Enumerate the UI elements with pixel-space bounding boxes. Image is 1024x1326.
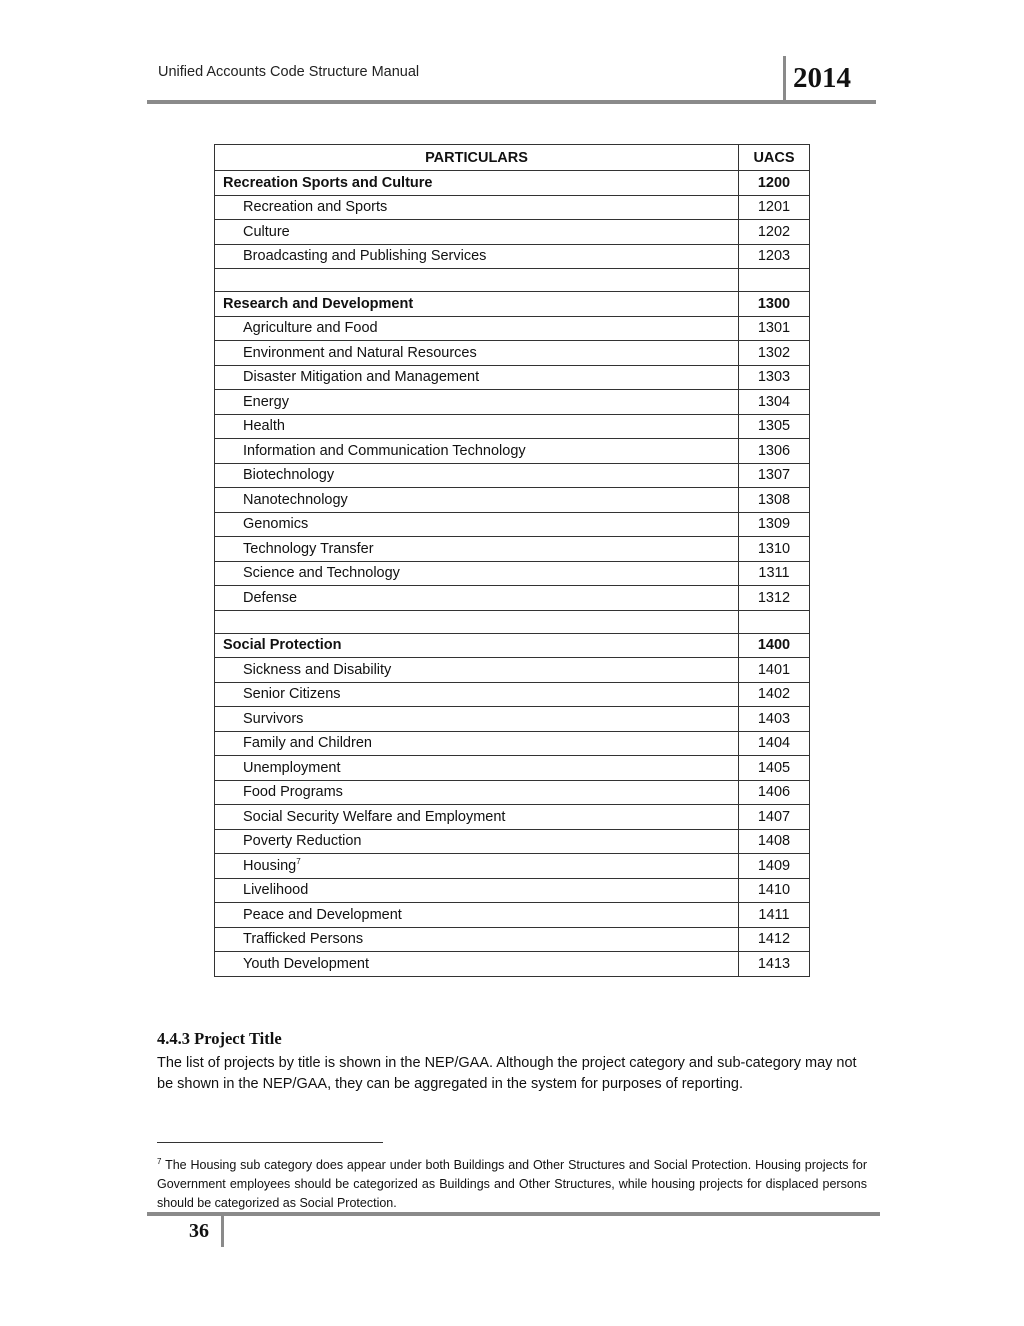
- item-label-cell: [215, 316, 739, 341]
- uacs-table-body: [215, 171, 810, 977]
- item-label: Culture: [243, 223, 290, 240]
- spacer-cell: [739, 269, 810, 292]
- item-code: 1403: [739, 707, 810, 732]
- item-code: 1413: [739, 952, 810, 977]
- item-label-cell: [215, 365, 739, 390]
- item-label-cell: [215, 195, 739, 220]
- item-label: Disaster Mitigation and Management: [243, 369, 480, 386]
- table-row: [215, 927, 810, 952]
- item-label: Social Security Welfare and Employment: [243, 808, 506, 825]
- table-row: [215, 244, 810, 269]
- item-label: Recreation and Sports: [243, 199, 388, 216]
- footnote-rule: [157, 1142, 383, 1143]
- item-code: 1412: [739, 927, 810, 952]
- section-heading: 4.4.3 Project Title: [157, 1029, 282, 1048]
- table-row: [215, 854, 810, 879]
- footer-rule: [147, 1212, 880, 1216]
- item-label: Housing: [243, 858, 297, 875]
- item-label-cell: [215, 707, 739, 732]
- item-label: Defense: [243, 589, 298, 606]
- item-code: 1305: [739, 414, 810, 439]
- item-label: Technology Transfer: [243, 540, 374, 557]
- item-code: 1310: [739, 537, 810, 562]
- item-label: Broadcasting and Publishing Services: [243, 248, 487, 265]
- table-row: [215, 365, 810, 390]
- category-label: Research and Development: [215, 292, 739, 317]
- item-code: 1406: [739, 780, 810, 805]
- spacer-cell: [215, 610, 739, 633]
- table-row: [215, 439, 810, 464]
- item-label-cell: [215, 220, 739, 245]
- item-label-cell: [215, 903, 739, 928]
- table-row: [215, 586, 810, 611]
- category-row: [215, 633, 810, 658]
- item-label: Survivors: [243, 710, 304, 727]
- item-label: Information and Communication Technology: [243, 442, 526, 459]
- table-row: [215, 316, 810, 341]
- item-label-cell: [215, 658, 739, 683]
- item-code: 1410: [739, 878, 810, 903]
- item-label-cell: [215, 244, 739, 269]
- table-row: [215, 195, 810, 220]
- category-row: [215, 292, 810, 317]
- item-code: 1301: [739, 316, 810, 341]
- item-label: Biotechnology: [243, 467, 335, 484]
- uacs-table: [214, 144, 810, 977]
- item-label-cell: [215, 780, 739, 805]
- spacer-cell: [215, 269, 739, 292]
- item-label-cell: [215, 512, 739, 537]
- item-code: 1402: [739, 682, 810, 707]
- footnote-ref: 7: [296, 857, 301, 867]
- item-code: 1308: [739, 488, 810, 513]
- item-label: Agriculture and Food: [243, 320, 378, 337]
- section-body: The list of projects by title is shown in the NEP/GAA. Although the project category and sub-category may not be shown in the NEP/GAA, they can be aggregated in the system for purposes of reporting.: [157, 1055, 857, 1092]
- item-code: 1304: [739, 390, 810, 415]
- table-row: [215, 829, 810, 854]
- table-row: [215, 731, 810, 756]
- table-header-row: [215, 145, 810, 171]
- category-code: 1300: [739, 292, 810, 317]
- item-label: Environment and Natural Resources: [243, 344, 477, 361]
- item-code: 1201: [739, 195, 810, 220]
- item-label: Sickness and Disability: [243, 661, 392, 678]
- item-label: Energy: [243, 393, 289, 410]
- header-year: 2014: [793, 62, 851, 94]
- footnote: [157, 1152, 867, 1213]
- item-code: 1312: [739, 586, 810, 611]
- item-label-cell: [215, 731, 739, 756]
- manual-title: Unified Accounts Code Structure Manual: [158, 64, 420, 80]
- category-label: Recreation Sports and Culture: [215, 171, 739, 196]
- item-code: 1401: [739, 658, 810, 683]
- item-label-cell: [215, 341, 739, 366]
- item-label: Youth Development: [243, 955, 370, 972]
- table-row: [215, 463, 810, 488]
- item-label: Science and Technology: [243, 565, 400, 582]
- item-code: 1306: [739, 439, 810, 464]
- item-label: Health: [243, 418, 285, 435]
- item-code: 1311: [739, 561, 810, 586]
- item-label: Unemployment: [243, 759, 341, 776]
- item-label-cell: [215, 927, 739, 952]
- table-row: [215, 561, 810, 586]
- item-label-cell: [215, 829, 739, 854]
- item-label-cell: [215, 537, 739, 562]
- spacer-row: [215, 610, 810, 633]
- table-row: [215, 805, 810, 830]
- item-label: Family and Children: [243, 735, 372, 752]
- table-row: [215, 707, 810, 732]
- item-code: 1202: [739, 220, 810, 245]
- item-label-cell: [215, 756, 739, 781]
- table-row: [215, 390, 810, 415]
- category-label: Social Protection: [215, 633, 739, 658]
- item-label: Senior Citizens: [243, 686, 341, 703]
- item-label: Nanotechnology: [243, 491, 348, 508]
- table-row: [215, 903, 810, 928]
- item-label: Trafficked Persons: [243, 931, 364, 948]
- footer-divider: [221, 1214, 224, 1247]
- item-code: 1405: [739, 756, 810, 781]
- footnote-text: The Housing sub category does appear under both Buildings and Other Structures and Social Protection. Housing projects for Government employees should be categorized as Buildings and Other Structures, while housing projects for displaced persons should be categorized as Social Protection.: [157, 1158, 867, 1211]
- item-label: Livelihood: [243, 882, 309, 899]
- category-code: 1400: [739, 633, 810, 658]
- item-code: 1303: [739, 365, 810, 390]
- header-rule: [147, 100, 876, 104]
- table-row: [215, 682, 810, 707]
- table-row: [215, 756, 810, 781]
- item-label-cell: [215, 952, 739, 977]
- spacer-cell: [739, 610, 810, 633]
- item-label-cell: [215, 878, 739, 903]
- particulars-header: PARTICULARS: [215, 145, 739, 171]
- item-code: 1407: [739, 805, 810, 830]
- category-row: [215, 171, 810, 196]
- table-row: [215, 952, 810, 977]
- table-row: [215, 537, 810, 562]
- item-label-cell: [215, 854, 739, 879]
- item-label-cell: [215, 414, 739, 439]
- item-code: 1404: [739, 731, 810, 756]
- item-label-cell: [215, 682, 739, 707]
- item-code: 1409: [739, 854, 810, 879]
- item-label-cell: [215, 561, 739, 586]
- item-label: Food Programs: [243, 784, 343, 801]
- table-row: [215, 341, 810, 366]
- footnote-marker: 7: [157, 1157, 162, 1166]
- table-row: [215, 780, 810, 805]
- item-label-cell: [215, 463, 739, 488]
- category-code: 1200: [739, 171, 810, 196]
- uacs-header: UACS: [739, 145, 810, 171]
- table-row: [215, 220, 810, 245]
- item-label: Peace and Development: [243, 906, 402, 923]
- item-label-cell: [215, 805, 739, 830]
- item-label-cell: [215, 586, 739, 611]
- page-number: 36: [189, 1220, 209, 1242]
- table-row: [215, 658, 810, 683]
- item-code: 1203: [739, 244, 810, 269]
- item-label-cell: [215, 488, 739, 513]
- item-code: 1302: [739, 341, 810, 366]
- item-label-cell: [215, 439, 739, 464]
- table-row: [215, 414, 810, 439]
- item-label: Genomics: [243, 516, 309, 533]
- item-code: 1411: [739, 903, 810, 928]
- table-row: [215, 512, 810, 537]
- table-row: [215, 488, 810, 513]
- item-label-cell: [215, 390, 739, 415]
- spacer-row: [215, 269, 810, 292]
- header-divider: [783, 56, 786, 102]
- item-code: 1309: [739, 512, 810, 537]
- item-code: 1408: [739, 829, 810, 854]
- item-label: Poverty Reduction: [243, 833, 362, 850]
- item-code: 1307: [739, 463, 810, 488]
- table-row: [215, 878, 810, 903]
